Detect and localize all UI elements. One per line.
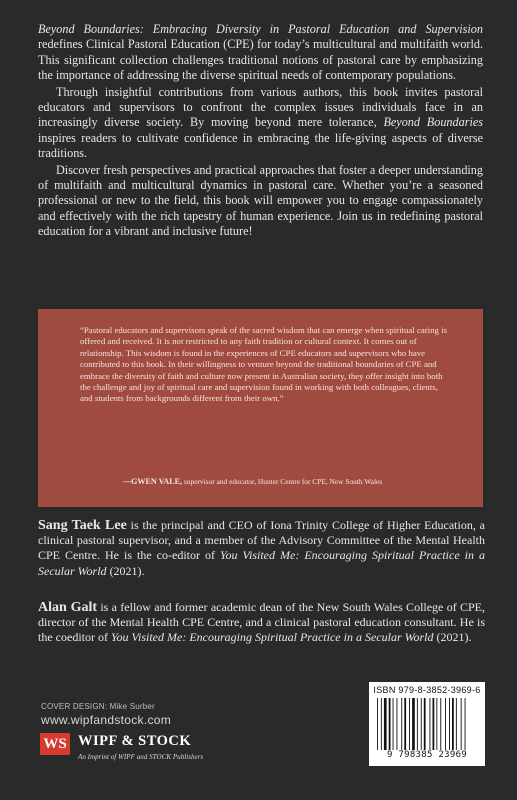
barcode-icon — [377, 698, 477, 750]
description-paragraph-1: Beyond Boundaries: Embracing Diversity in Pastoral Education and Supervision redefines Clinical Pastoral Education (CPE) for today’s multicultural and multifaith world. This significant collection challenges traditional notions of pastoral care by emphasizing the importance of addressing the diverse spiritual needs of contemporary populations. — [38, 22, 483, 83]
description-paragraph-2: Through insightful contributions from various authors, this book invites pastoral educators and supervisors to confront the complex issues individuals face in an increasingly diverse society. By moving beyond mere tolerance, Beyond Boundaries inspires readers to cultivate confidence in embracing the life-giving aspects of diverse traditions. — [38, 84, 483, 161]
publisher-website: www.wipfandstock.com — [41, 713, 172, 727]
cover-design-credit: COVER DESIGN: Mike Surber — [41, 702, 155, 711]
endorsement-quote: “Pastoral educators and supervisors speak of the sacred wisdom that can emerge when spiritual caring is offered and received. It is not restricted to any faith tradition or cultural context. It comes out of relationship. This wisdom is found in the experiences of CPE educators and supervisors who have contributed to this book. In their willingness to venture beyond the traditional boundaries of CPE and embrace the diversity of faith and culture now present in Australian society, they offer insight into both the challenge and joy of spiritual care and supervision found in working with both colleagues, clients, and students from backgrounds different from their own.” — [80, 325, 447, 404]
author-name: Alan Galt — [38, 600, 98, 615]
barcode-digits: 9 798385 23969 — [386, 750, 468, 760]
author-name: Sang Taek Lee — [38, 518, 127, 533]
author-bio-2: Alan Galt is a fellow and former academic dean of the New South Wales College of CPE, director of the Mental Health CPE Centre, and a clinical pastoral education consultant. He is the coeditor of You Visited Me: Encouraging Spiritual Practice in a Secular World (2021). — [38, 600, 485, 645]
endorser-role: supervisor and educator, Hunter Centre for CPE, New South Wales — [182, 477, 383, 486]
book-description — [38, 22, 483, 241]
book-title: Beyond Boundaries: Embracing Diversity in Pastoral Education and Supervision — [38, 22, 483, 36]
endorsement-attribution — [123, 477, 382, 486]
endorsement-box — [38, 309, 483, 507]
book-title-inline: Beyond Boundaries — [383, 115, 483, 130]
isbn-label: ISBN 979-8-3852-3969-6 — [373, 685, 481, 695]
publisher-imprint: An Imprint of WIPF and STOCK Publishers — [78, 753, 204, 761]
endorser-name: —GWEN VALE, — [123, 477, 183, 486]
barcode-panel — [369, 682, 485, 766]
description-paragraph-3: Discover fresh perspectives and practical approaches that foster a deeper understanding of multifaith and multicultural dynamics in pastoral care. Whether you’re a seasoned professional or new to the field, this book will empower you to engage compassionately and effectively with the rich tapestry of human experience. Join us in redefining pastoral education for a vibrant and inclusive future! — [38, 162, 483, 239]
publisher-logo-icon: WS — [40, 733, 70, 755]
co-edited-title: You Visited Me: Encouraging Spiritual Practice in a Secular World — [110, 630, 434, 645]
co-edited-title: You Visited Me: Encouraging Spiritual Practice in a Secular World — [38, 548, 485, 578]
publisher-name: WIPF & STOCK — [78, 733, 192, 749]
author-bio-1: Sang Taek Lee is the principal and CEO of Iona Trinity College of Higher Education, a clinical pastoral supervisor, and a member of the Advisory Committee of the Mental Health CPE Centre. He is the co-editor of You Visited Me: Encouraging Spiritual Practice in a Secular World (2021). — [38, 518, 485, 578]
